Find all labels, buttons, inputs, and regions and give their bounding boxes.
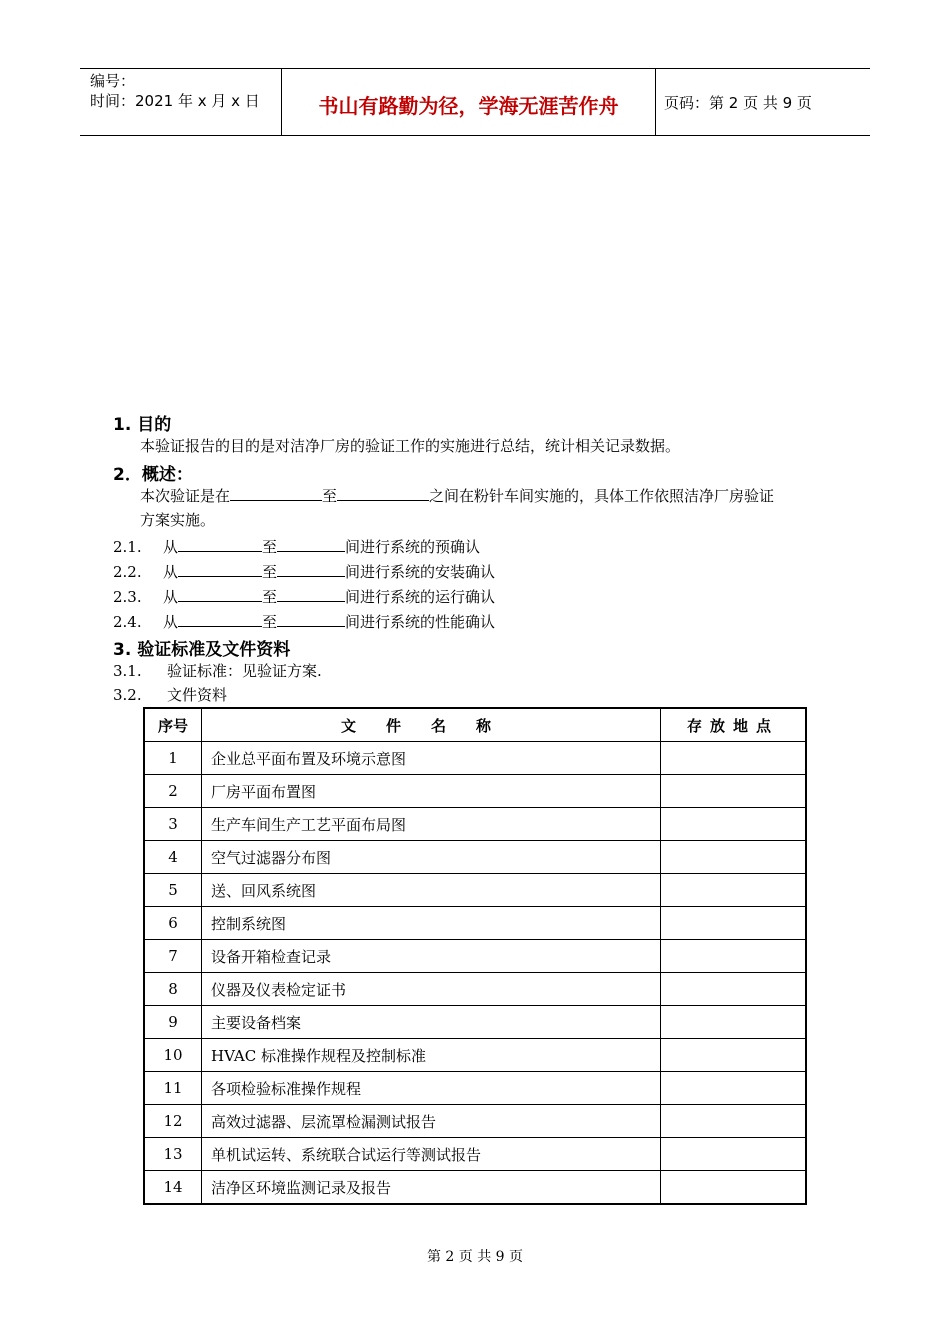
sub-item-3-1 — [113, 660, 322, 681]
row-index: 5 — [144, 874, 202, 907]
sub-item-text: 间进行系统的预确认 — [345, 538, 481, 556]
row-name: 仪器及仪表检定证书 — [202, 973, 661, 1006]
table-row — [144, 1006, 806, 1039]
table-row — [144, 940, 806, 973]
row-name: 各项检验标准操作规程 — [202, 1072, 661, 1105]
sub-item-number: 2.1. — [113, 538, 142, 556]
row-location[interactable] — [661, 1171, 807, 1205]
row-location[interactable] — [661, 808, 807, 841]
table-row — [144, 1039, 806, 1072]
sub-item-from: 从 — [163, 538, 179, 556]
header-time: 时间：2021 年 x 月 x 日 — [90, 92, 260, 110]
header-index: 序号 — [144, 708, 202, 742]
section-3-title: 3. 验证标准及文件资料 — [113, 640, 291, 660]
header-motto: 书山有路勤为径，学海无涯苦作舟 — [318, 94, 619, 118]
page-footer: 第 2 页 共 9 页 — [426, 1249, 524, 1265]
sub-item-text: 间进行系统的运行确认 — [345, 588, 496, 606]
row-location[interactable] — [661, 907, 807, 940]
document-table — [143, 707, 807, 1205]
sub-item-to: 至 — [262, 538, 278, 556]
table-row — [144, 1138, 806, 1171]
date-blank[interactable] — [277, 560, 345, 577]
table-row — [144, 874, 806, 907]
row-name: 主要设备档案 — [202, 1006, 661, 1039]
s2-text-c: 之间在粉针车间实施的，具体工作依照洁净厂房验证 — [429, 487, 775, 505]
row-location[interactable] — [661, 775, 807, 808]
sub-item-number: 3.2. — [113, 686, 142, 704]
sub-item-text: 间进行系统的性能确认 — [345, 613, 496, 631]
sub-item-to: 至 — [262, 613, 278, 631]
s2-text-b: 至 — [322, 487, 338, 505]
row-name: 洁净区环境监测记录及报告 — [202, 1171, 661, 1205]
header-number: 编号： — [90, 72, 136, 90]
row-index: 14 — [144, 1171, 202, 1205]
table-row — [144, 1171, 806, 1205]
header-bottom-rule — [80, 135, 870, 136]
section-2-line-2: 方案实施。 — [140, 511, 216, 529]
row-location[interactable] — [661, 742, 807, 775]
sub-item-number: 2.3. — [113, 588, 142, 606]
row-name: 控制系统图 — [202, 907, 661, 940]
sub-item-from: 从 — [163, 613, 179, 631]
row-name: 送、回风系统图 — [202, 874, 661, 907]
date-blank[interactable] — [178, 560, 262, 577]
row-index: 1 — [144, 742, 202, 775]
section-2-title: 2．概述： — [113, 465, 193, 485]
row-location[interactable] — [661, 940, 807, 973]
table-row — [144, 775, 806, 808]
table-row — [144, 808, 806, 841]
row-name: 设备开箱检查记录 — [202, 940, 661, 973]
table-row — [144, 1105, 806, 1138]
sub-item-number: 2.2. — [113, 563, 142, 581]
date-blank[interactable] — [277, 610, 345, 627]
row-index: 2 — [144, 775, 202, 808]
section-2-line-1 — [140, 484, 774, 508]
date-blank[interactable] — [178, 585, 262, 602]
row-index: 6 — [144, 907, 202, 940]
sub-item-number: 3.1. — [113, 662, 142, 680]
row-index: 9 — [144, 1006, 202, 1039]
sub-item-text: 验证标准：见验证方案. — [167, 662, 322, 680]
s2-text-a: 本次验证是在 — [140, 487, 231, 505]
table-header-row — [144, 708, 806, 742]
sub-item-text: 间进行系统的安装确认 — [345, 563, 496, 581]
row-index: 11 — [144, 1072, 202, 1105]
row-location[interactable] — [661, 841, 807, 874]
date-blank[interactable] — [178, 610, 262, 627]
date-blank[interactable] — [277, 535, 345, 552]
sub-item-3-2 — [113, 684, 227, 705]
row-name: 生产车间生产工艺平面布局图 — [202, 808, 661, 841]
table-row — [144, 1072, 806, 1105]
date-blank[interactable] — [337, 484, 429, 501]
header-name: 文件名称 — [202, 708, 661, 742]
row-index: 8 — [144, 973, 202, 1006]
date-blank[interactable] — [230, 484, 322, 501]
sub-item — [113, 535, 480, 557]
row-location[interactable] — [661, 1006, 807, 1039]
header-top-rule — [80, 68, 870, 69]
row-index: 4 — [144, 841, 202, 874]
row-name: 空气过滤器分布图 — [202, 841, 661, 874]
row-location[interactable] — [661, 1105, 807, 1138]
section-1-text: 本验证报告的目的是对洁净厂房的验证工作的实施进行总结，统计相关记录数据。 — [140, 437, 681, 455]
sub-item-number: 2.4. — [113, 613, 142, 631]
sub-item — [113, 585, 495, 607]
table-row — [144, 742, 806, 775]
date-blank[interactable] — [178, 535, 262, 552]
table-row — [144, 907, 806, 940]
row-name: 厂房平面布置图 — [202, 775, 661, 808]
date-blank[interactable] — [277, 585, 345, 602]
row-name: 单机试运转、系统联合试运行等测试报告 — [202, 1138, 661, 1171]
sub-item-to: 至 — [262, 588, 278, 606]
row-name: HVAC 标准操作规程及控制标准 — [202, 1039, 661, 1072]
row-index: 3 — [144, 808, 202, 841]
row-index: 13 — [144, 1138, 202, 1171]
header-meta — [90, 71, 260, 111]
row-location[interactable] — [661, 1138, 807, 1171]
row-location[interactable] — [661, 1072, 807, 1105]
sub-item-from: 从 — [163, 588, 179, 606]
section-1-title: 1. 目的 — [113, 415, 172, 435]
header-page-info: 页码：第 2 页 共 9 页 — [664, 94, 812, 112]
sub-item-text: 文件资料 — [167, 686, 228, 704]
sub-item — [113, 560, 495, 582]
table-row — [144, 841, 806, 874]
row-index: 12 — [144, 1105, 202, 1138]
row-index: 10 — [144, 1039, 202, 1072]
table-row — [144, 973, 806, 1006]
row-name: 高效过滤器、层流罩检漏测试报告 — [202, 1105, 661, 1138]
row-name: 企业总平面布置及环境示意图 — [202, 742, 661, 775]
sub-item-from: 从 — [163, 563, 179, 581]
sub-item-to: 至 — [262, 563, 278, 581]
header-location: 存放地点 — [661, 708, 807, 742]
header-divider-right — [655, 68, 656, 136]
row-location[interactable] — [661, 874, 807, 907]
row-location[interactable] — [661, 1039, 807, 1072]
row-location[interactable] — [661, 973, 807, 1006]
sub-item — [113, 610, 495, 632]
row-index: 7 — [144, 940, 202, 973]
